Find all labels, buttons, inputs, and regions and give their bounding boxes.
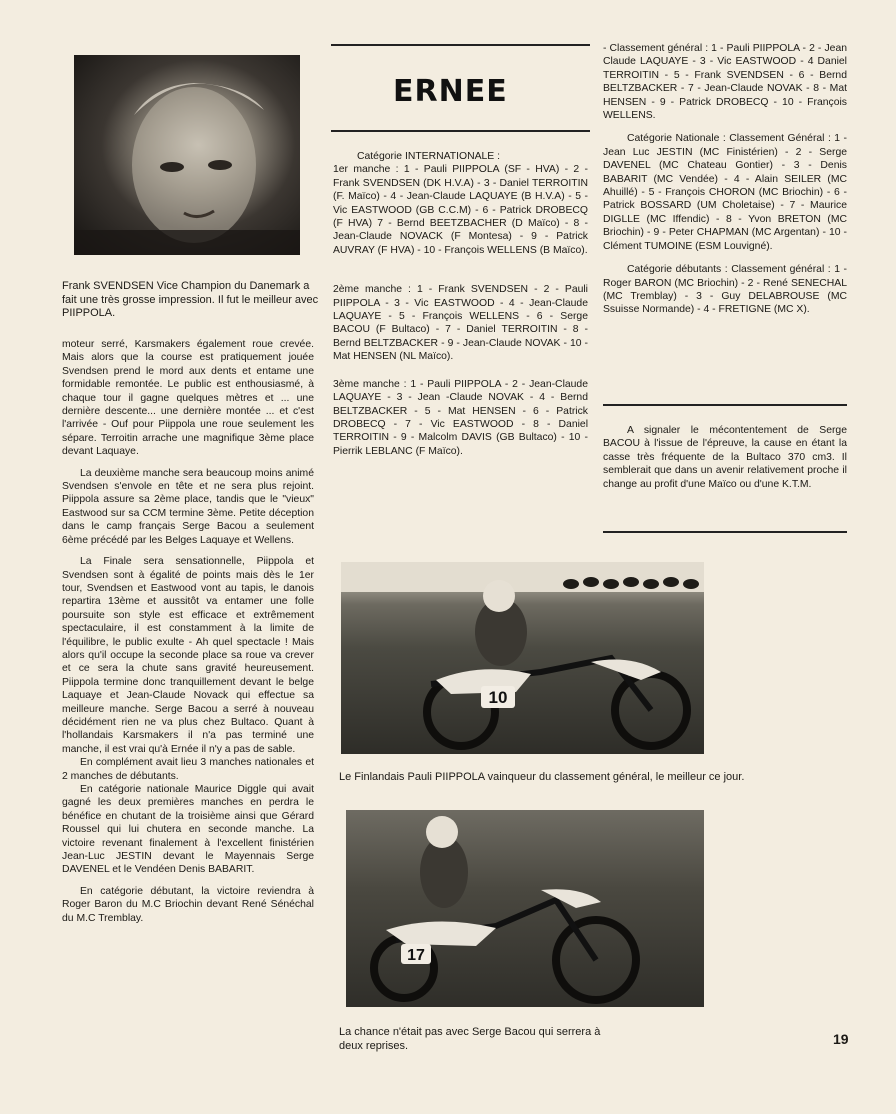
manche-3-results: 3ème manche : 1 - Pauli PIIPPOLA - 2 - Jean-Claude LAQUAYE - 3 - Jean -Claude NOVAK - 4 - Bernd BELTZBACKER - 5 - Mat HENSEN - 6 - Patrick DROBECQ - 7 - Vic EASTWOOD - 8 - Daniel TERROITIN - 9 - Malcolm DAVIS (GB Bultaco) - 10 - Pierrik LEBLANC (F Maïco). <box>333 378 588 457</box>
page-title: ERNEE <box>393 74 508 109</box>
left-paragraph-5: En catégorie nationale Maurice Diggle qui avait gagné les deux premières manches en perdra le bénéfice en chutant de la troisième ainsi que Gérard Roussel qui lui chutera en seconde manche. La victoire revenant finalement à l'excellent finistérien Jean-Luc JESTIN devant le Mayennais Serge DAVENEL et le Vendéen Denis BABARIT. <box>62 784 314 876</box>
left-paragraph-1: moteur serré, Karsmakers également roue crevée. Mais alors que la course est pratiquement jouée Svendsen prend le mord aux dents et entame une formidable remontée. Le public est enthousiasmé, à chaque tour il gagne quelques mètres et ... une dernière descente... une dernière montée ... et c'est l'arrivée - Ouf pour Piippola une roue seulement les sépare. Terroitin arrache une magnifique 3ème place devant Laquaye. <box>62 339 314 458</box>
portrait-caption: Frank SVENDSEN Vice Champion du Danemark a fait une très grosse impression. Il fut le meilleur avec PIIPPOLA. <box>62 280 319 319</box>
title-rule-top <box>331 44 590 46</box>
overall-classification: - Classement général : 1 - Pauli PIIPPOLA - 2 - Jean Claude LAQUAYE - 3 - Vic EASTWOOD - 4 Daniel TERROITIN - 5 - Frank SVENDSEN - 6 - Bernd BELTZBACKER - 7 - Jean-Claude NOVAK - 8 - Mat HENSEN - 9 - Patrick DROBECQ - 10 - François WELLENS. <box>603 43 847 122</box>
left-column <box>62 338 314 925</box>
right-rule-2 <box>603 531 847 533</box>
portrait-illustration <box>74 55 300 255</box>
bacou-caption: La chance n'était pas avec Serge Bacou qui serrera à deux reprises. <box>339 1026 601 1052</box>
national-classification: Catégorie Nationale : Classement Général : 1 - Jean Luc JESTIN (MC Finistérien) - 2 - Serge DAVENEL (MC Chateau Gontier) - 3 - Denis BABARIT (MC Vendée) - 4 - Alain SEILER (MC Ahuillé) - 5 - François CHORON (MC Briochin) - 6 - Patrick BOSSARD (UM Choletaise) - 7 - Maurice DIGLLE (MC Iffendic) - 8 - Yvon BRETON (MC Briochin) - 9 - Peter CHAPMAN (MC Argentan) - 10 - Clément TUMOINE (ESM Louvigné). <box>603 133 847 252</box>
title-rule-bottom <box>331 130 590 132</box>
left-paragraph-2: La deuxième manche sera beaucoup moins animé Svendsen s'envole en tête et ne sera plus rejoint. Piippola assure sa 2ème place, tandis que le "vieux" Eastwood sur sa CCM termine 3ème. Petite déception dans le camp français Serge Bacou a seulement 6ème précédé par les Belges Laquaye et Wellens. <box>62 467 314 546</box>
plate-number-17: 17 <box>407 947 425 964</box>
rider-10-illustration <box>341 562 704 754</box>
piippola-caption: Le Finlandais Pauli PIIPPOLA vainqueur du classement général, le meilleur ce jour. <box>339 771 745 783</box>
rider-17-illustration <box>346 810 704 1007</box>
portrait-photo <box>74 55 300 255</box>
bacou-note: A signaler le mécontentement de Serge BACOU à l'issue de l'épreuve, la cause en étant la casse très fréquente de la Bultaco 370 cm3. Il semblerait que dans un avenir relativement proche il change au profit d'une Maïco ou d'une K.T.M. <box>603 425 847 490</box>
race-photo-piippola <box>341 562 704 754</box>
manche-1-results: 1er manche : 1 - Pauli PIIPPOLA (SF - HVA) - 2 - Frank SVENDSEN (DK H.V.A) - 3 - Daniel TERROITIN (F. Maïco) - 4 - Jean-Claude LAQUAYE (B H.V.A) - 5 - Vic EASTWOOD (GB C.C.M) - 6 - Patrick DROBECQ (F HVA) 7 - Bernd BEETZBACHER (D Maïco) - 8 - Jean-Claude NOVACK (F Montesa) - 9 - Patrick AUVRAY (F HVA) - 10 - François WELLENS (B Maïco). <box>333 164 588 256</box>
right-column <box>603 42 847 317</box>
manche-2-results: 2ème manche : 1 - Frank SVENDSEN - 2 - Pauli PIIPPOLA - 3 - Vic EASTWOOD - 4 - Jean-Claude LAQUAYE - 5 - François WELLENS - 6 - Serge BACOU (F Bultaco) - 7 - Daniel TERROITIN - 8 - Bernd BELTZBACKER - 9 - Jean-Claude NOVAK - 10 - Mat HENSEN (NL Maïco). <box>333 284 588 363</box>
plate-number-10: 10 <box>488 688 508 707</box>
international-heading: Catégorie INTERNATIONALE : <box>357 151 501 162</box>
middle-column <box>333 150 588 458</box>
left-paragraph-4: En complément avait lieu 3 manches nationales et 2 manches de débutants. <box>62 757 314 782</box>
page-number: 19 <box>833 1031 849 1047</box>
race-photo-bacou <box>346 810 704 1007</box>
beginners-classification: Catégorie débutants : Classement général : 1 - Roger BARON (MC Briochin) - 2 - René SENECHAL (MC Tremblay) - 3 - Guy DELABROUSE (MC Ssuisse Normande) - 4 - FRETIGNE (MC X). <box>603 264 847 316</box>
right-note-column <box>603 424 847 491</box>
left-paragraph-6: En catégorie débutant, la victoire reviendra à Roger Baron du M.C Briochin devant René Sénéchal du M.C Tremblay. <box>62 885 314 924</box>
left-paragraph-3: La Finale sera sensationnelle, Piippola et Svendsen sont à égalité de points mais dès le 1er tour, Svendsen et Eastwood vont au tapis, le danois repartira 13ème et aussitôt va entamer une folle poursuite son style est efficace et extrêmement spectaculaire, il est constamment à la limite de l'équilibre, le public exulte - Ah quel spectacle ! Mais alors qu'il occupe la seconde place sa roue va crever et ce sera la chute sans gravité heureusement. Piippola termine donc tranquillement devant le belge Laquaye et Jean-Claude Novack qui effectue sa meilleure manche. Serge Bacou a serré à nouveau décidément rien ne va plus chez Bultaco. Quant à l'hollandais Karsmakers il n'a pas terminé une manche, il est vrai qu'à Ernée il n'y a pas de sable. <box>62 556 314 755</box>
right-rule-1 <box>603 404 847 406</box>
